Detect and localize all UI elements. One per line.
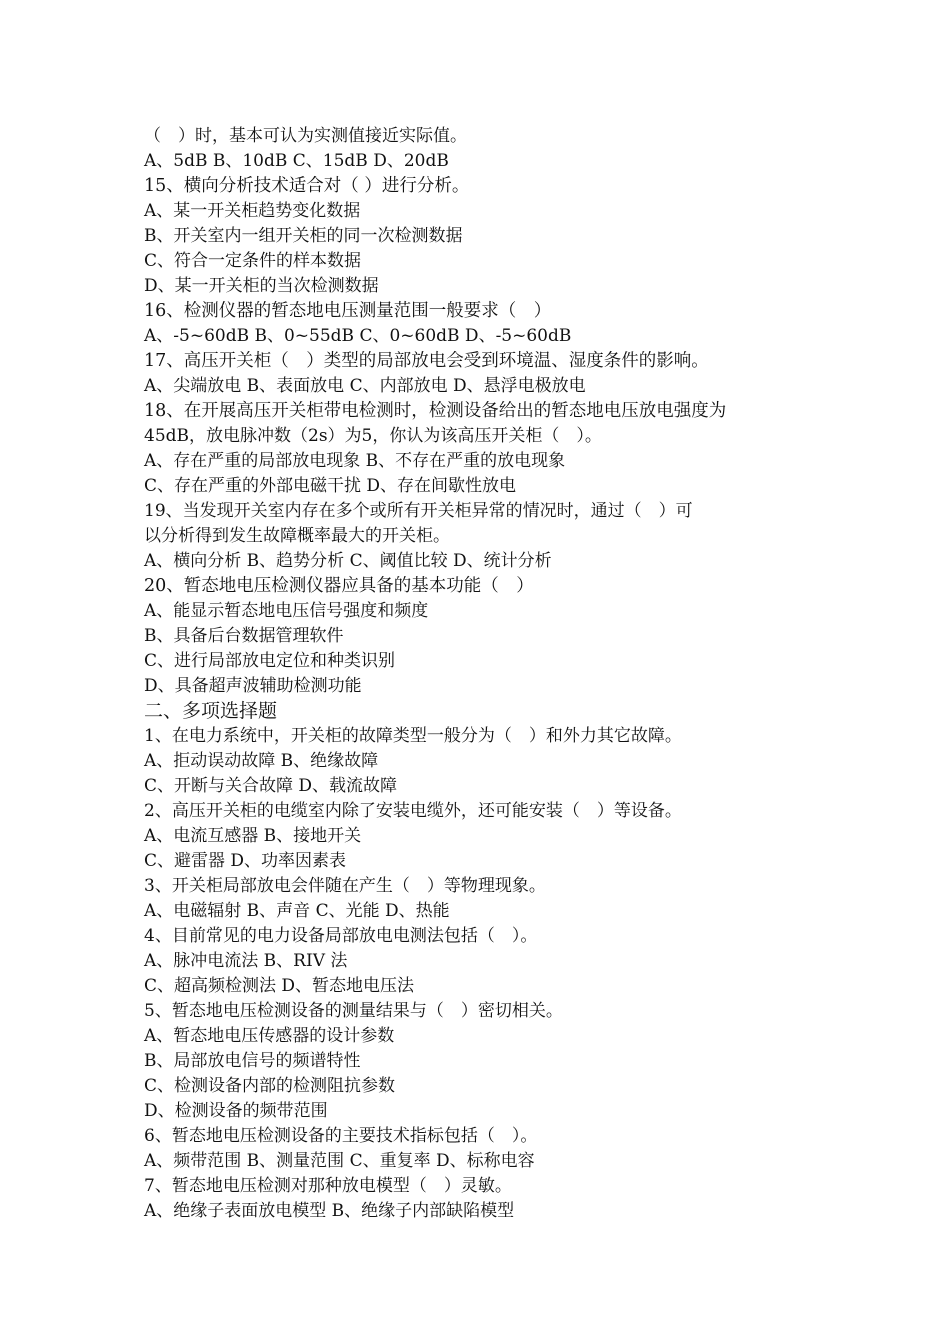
answer-options: C、存在严重的外部电磁干扰 D、存在间歇性放电 [144,476,517,496]
answer-options: A、尖端放电 B、表面放电 C、内部放电 D、悬浮电极放电 [144,376,586,396]
option-c: C、检测设备内部的检测阻抗参数 [144,1076,396,1096]
option-c: C、符合一定条件的样本数据 [144,251,362,271]
mc-question-4: 4、目前常见的电力设备局部放电电测法包括（ ）。 [144,926,538,946]
answer-options: C、开断与关合故障 D、载流故障 [144,776,398,796]
document-body [144,124,804,1224]
mc-question-6: 6、暂态地电压检测设备的主要技术指标包括（ ）。 [144,1126,538,1146]
answer-options: A、电流互感器 B、接地开关 [144,826,362,846]
option-d: D、某一开关柜的当次检测数据 [144,276,379,296]
section-heading: 二、多项选择题 [144,700,278,722]
question-16: 16、检测仪器的暂态地电压测量范围一般要求（ ） [144,301,552,321]
mc-question-3: 3、开关柜局部放电会伴随在产生（ ）等物理现象。 [144,876,546,896]
option-a: A、能显示暂态地电压信号强度和频度 [144,601,429,621]
option-b: B、局部放电信号的频谱特性 [144,1051,361,1071]
answer-options: A、5dB B、10dB C、15dB D、20dB [144,151,449,171]
option-c: C、进行局部放电定位和种类识别 [144,651,396,671]
question-18: 18、在开展高压开关柜带电检测时，检测设备给出的暂态地电压放电强度为 [144,401,727,421]
answer-options: A、绝缘子表面放电模型 B、绝缘子内部缺陷模型 [144,1201,515,1221]
option-a: A、暂态地电压传感器的设计参数 [144,1026,395,1046]
answer-options: C、超高频检测法 D、暂态地电压法 [144,976,415,996]
mc-question-5: 5、暂态地电压检测设备的测量结果与（ ）密切相关。 [144,1001,563,1021]
answer-options: A、电磁辐射 B、声音 C、光能 D、热能 [144,901,450,921]
option-b: B、开关室内一组开关柜的同一次检测数据 [144,226,463,246]
answer-options: A、频带范围 B、测量范围 C、重复率 D、标称电容 [144,1151,535,1171]
option-b: B、具备后台数据管理软件 [144,626,344,646]
question-19: 19、当发现开关室内存在多个或所有开关柜异常的情况时，通过（ ）可 [144,501,693,521]
answer-options: C、避雷器 D、功率因素表 [144,851,347,871]
question-18-continued: 45dB，放电脉冲数（2s）为5，你认为该高压开关柜（ ）。 [144,426,602,446]
mc-question-1: 1、在电力系统中，开关柜的故障类型一般分为（ ）和外力其它故障。 [144,726,682,746]
question-20: 20、暂态地电压检测仪器应具备的基本功能（ ） [144,576,534,596]
answer-options: A、拒动误动故障 B、绝缘故障 [144,751,379,771]
question-19-continued: 以分析得到发生故障概率最大的开关柜。 [144,526,450,546]
option-d: D、具备超声波辅助检测功能 [144,676,362,696]
option-a: A、某一开关柜趋势变化数据 [144,201,361,221]
answer-options: A、存在严重的局部放电现象 B、不存在严重的放电现象 [144,451,566,471]
option-d: D、检测设备的频带范围 [144,1101,328,1121]
mc-question-7: 7、暂态地电压检测对那种放电模型（ ）灵敏。 [144,1176,512,1196]
text-line: （ ）时，基本可认为实测值接近实际值。 [144,126,467,146]
answer-options: A、-5~60dB B、0~55dB C、0~60dB D、-5~60dB [144,326,572,346]
question-15: 15、横向分析技术适合对（ ）进行分析。 [144,176,470,196]
mc-question-2: 2、高压开关柜的电缆室内除了安装电缆外，还可能安装（ ）等设备。 [144,801,682,821]
answer-options: A、脉冲电流法 B、RIV 法 [144,951,348,971]
question-17: 17、高压开关柜（ ）类型的局部放电会受到环境温、湿度条件的影响。 [144,351,709,371]
answer-options: A、横向分析 B、趋势分析 C、阈值比较 D、统计分析 [144,551,552,571]
